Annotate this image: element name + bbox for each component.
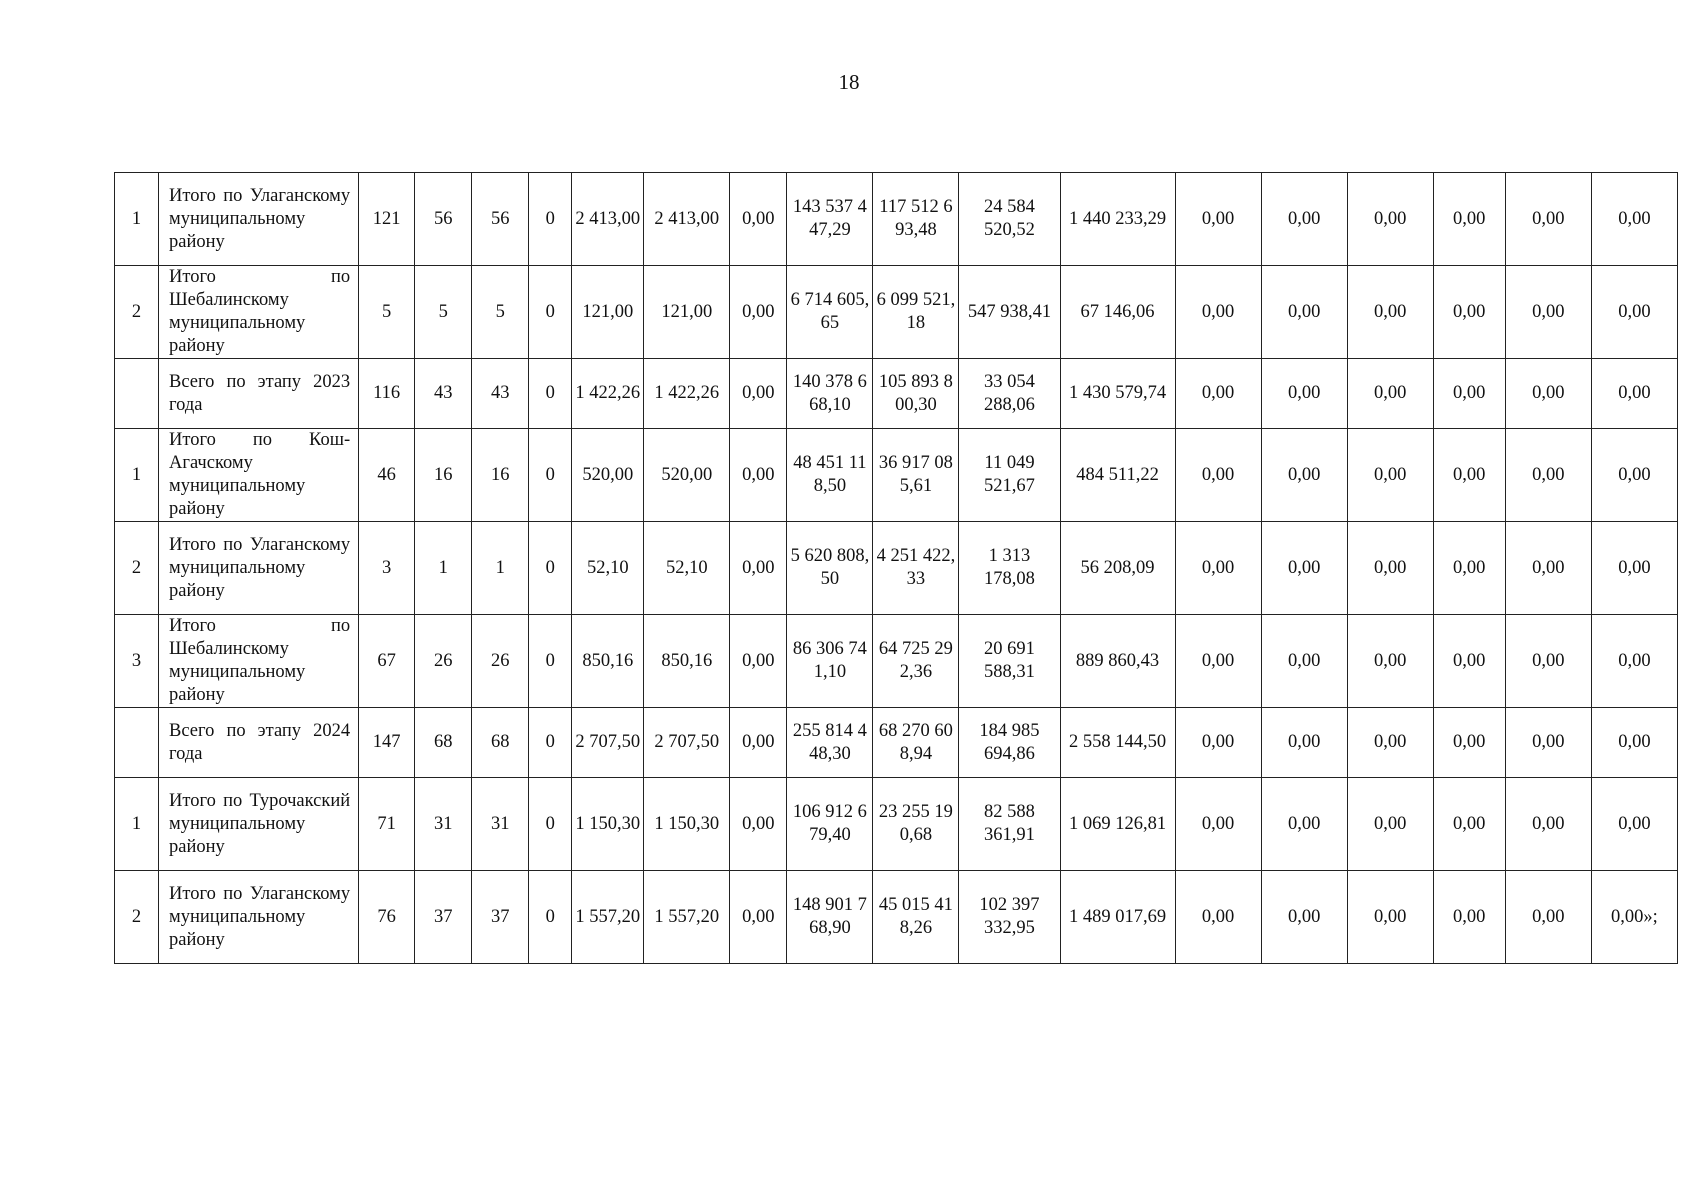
value-cell: 0,00 [1591,429,1677,522]
value-cell: 1 069 126,81 [1060,778,1175,871]
value-cell: 0,00 [730,778,787,871]
value-cell: 1 557,20 [572,871,644,964]
row-name-cell: Итого по Кош-Агачскому муниципальному району [159,429,359,522]
value-cell: 6 714 605,65 [787,266,873,359]
value-cell: 484 511,22 [1060,429,1175,522]
value-cell: 5 620 808,50 [787,522,873,615]
value-cell: 0,00 [1347,359,1433,429]
table-row [115,359,1678,429]
row-name-cell: Всего по этапу 2023 года [159,359,359,429]
value-cell: 5 [359,266,415,359]
value-cell: 0 [529,615,572,708]
value-cell: 0,00 [730,708,787,778]
value-cell: 0,00 [1261,871,1347,964]
value-cell: 0,00 [1175,871,1261,964]
value-cell: 0,00 [1433,359,1505,429]
value-cell: 147 [359,708,415,778]
value-cell: 45 015 418,26 [873,871,959,964]
value-cell: 102 397 332,95 [959,871,1060,964]
value-cell: 121 [359,173,415,266]
value-cell: 0,00 [1347,778,1433,871]
value-cell: 0,00 [1347,266,1433,359]
value-cell: 86 306 741,10 [787,615,873,708]
value-cell: 5 [472,266,529,359]
table-row [115,429,1678,522]
value-cell: 0,00 [1175,708,1261,778]
value-cell: 68 270 608,94 [873,708,959,778]
value-cell: 106 912 679,40 [787,778,873,871]
value-cell: 0,00 [1433,871,1505,964]
value-cell: 56 [415,173,472,266]
value-cell: 1 313 178,08 [959,522,1060,615]
row-number-cell: 2 [115,522,159,615]
value-cell: 68 [472,708,529,778]
row-number-cell: 2 [115,266,159,359]
value-cell: 1 489 017,69 [1060,871,1175,964]
value-cell: 0,00 [1591,778,1677,871]
value-cell: 24 584 520,52 [959,173,1060,266]
value-cell: 850,16 [644,615,730,708]
value-cell: 0,00 [1261,266,1347,359]
value-cell: 0,00 [1347,615,1433,708]
value-cell: 0,00 [1505,359,1591,429]
value-cell: 520,00 [644,429,730,522]
value-cell: 0 [529,359,572,429]
value-cell: 0,00 [1261,615,1347,708]
value-cell: 0,00 [1505,615,1591,708]
value-cell: 16 [472,429,529,522]
value-cell: 0,00 [1591,359,1677,429]
value-cell: 43 [472,359,529,429]
value-cell: 5 [415,266,472,359]
value-cell: 67 [359,615,415,708]
value-cell: 67 146,06 [1060,266,1175,359]
row-number-cell: 1 [115,173,159,266]
value-cell: 0,00 [1505,522,1591,615]
value-cell: 121,00 [644,266,730,359]
value-cell: 46 [359,429,415,522]
value-cell: 1 422,26 [572,359,644,429]
value-cell: 0,00 [1175,359,1261,429]
value-cell: 547 938,41 [959,266,1060,359]
value-cell: 0,00 [1591,708,1677,778]
value-cell: 0,00 [730,266,787,359]
value-cell: 0,00 [1591,266,1677,359]
value-cell: 48 451 118,50 [787,429,873,522]
value-cell: 0 [529,429,572,522]
value-cell: 116 [359,359,415,429]
value-cell: 0,00»; [1591,871,1677,964]
value-cell: 64 725 292,36 [873,615,959,708]
value-cell: 0,00 [1433,173,1505,266]
value-cell: 0,00 [1591,522,1677,615]
value-cell: 20 691 588,31 [959,615,1060,708]
value-cell: 52,10 [572,522,644,615]
row-number-cell [115,359,159,429]
page-number: 18 [838,70,860,94]
value-cell: 0,00 [1505,173,1591,266]
value-cell: 121,00 [572,266,644,359]
value-cell: 56 208,09 [1060,522,1175,615]
value-cell: 0,00 [1591,615,1677,708]
value-cell: 1 422,26 [644,359,730,429]
table-row [115,522,1678,615]
table-row [115,871,1678,964]
value-cell: 0,00 [1261,708,1347,778]
value-cell: 0,00 [1175,173,1261,266]
value-cell: 0 [529,173,572,266]
value-cell: 0 [529,708,572,778]
value-cell: 0,00 [730,522,787,615]
value-cell: 2 413,00 [644,173,730,266]
value-cell: 56 [472,173,529,266]
table-row [115,173,1678,266]
value-cell: 36 917 085,61 [873,429,959,522]
value-cell: 889 860,43 [1060,615,1175,708]
value-cell: 0,00 [730,359,787,429]
value-cell: 0,00 [1433,266,1505,359]
value-cell: 68 [415,708,472,778]
value-cell: 2 707,50 [572,708,644,778]
value-cell: 0 [529,871,572,964]
value-cell: 520,00 [572,429,644,522]
value-cell: 1 [415,522,472,615]
table-row [115,615,1678,708]
value-cell: 0,00 [1175,429,1261,522]
value-cell: 0,00 [1261,778,1347,871]
value-cell: 2 413,00 [572,173,644,266]
value-cell: 31 [415,778,472,871]
value-cell: 31 [472,778,529,871]
value-cell: 0,00 [1433,708,1505,778]
value-cell: 0,00 [1505,871,1591,964]
value-cell: 0,00 [730,615,787,708]
value-cell: 140 378 668,10 [787,359,873,429]
value-cell: 1 430 579,74 [1060,359,1175,429]
value-cell: 11 049 521,67 [959,429,1060,522]
value-cell: 26 [472,615,529,708]
value-cell: 117 512 693,48 [873,173,959,266]
value-cell: 0,00 [730,871,787,964]
row-number-cell: 2 [115,871,159,964]
value-cell: 23 255 190,68 [873,778,959,871]
value-cell: 82 588 361,91 [959,778,1060,871]
row-number-cell [115,708,159,778]
value-cell: 37 [472,871,529,964]
value-cell: 2 558 144,50 [1060,708,1175,778]
row-name-cell: Итого по Шебалинскому муниципальному району [159,615,359,708]
value-cell: 71 [359,778,415,871]
value-cell: 850,16 [572,615,644,708]
value-cell: 43 [415,359,472,429]
value-cell: 1 150,30 [644,778,730,871]
value-cell: 0,00 [1175,266,1261,359]
value-cell: 0,00 [1347,708,1433,778]
value-cell: 76 [359,871,415,964]
value-cell: 0,00 [1505,266,1591,359]
value-cell: 0,00 [1261,522,1347,615]
table-row [115,778,1678,871]
value-cell: 0 [529,266,572,359]
data-table [114,172,1678,964]
value-cell: 0,00 [1433,778,1505,871]
value-cell: 16 [415,429,472,522]
value-cell: 0,00 [1505,429,1591,522]
value-cell: 1 440 233,29 [1060,173,1175,266]
value-cell: 0 [529,778,572,871]
value-cell: 0,00 [1433,522,1505,615]
row-number-cell: 1 [115,778,159,871]
value-cell: 0,00 [1591,173,1677,266]
row-name-cell: Итого по Улаганскому муниципальному району [159,173,359,266]
value-cell: 1 557,20 [644,871,730,964]
value-cell: 0,00 [1347,429,1433,522]
value-cell: 1 [472,522,529,615]
row-number-cell: 1 [115,429,159,522]
value-cell: 0,00 [1505,708,1591,778]
value-cell: 33 054 288,06 [959,359,1060,429]
value-cell: 3 [359,522,415,615]
value-cell: 184 985 694,86 [959,708,1060,778]
value-cell: 6 099 521,18 [873,266,959,359]
value-cell: 105 893 800,30 [873,359,959,429]
row-name-cell: Всего по этапу 2024 года [159,708,359,778]
value-cell: 0,00 [730,429,787,522]
value-cell: 26 [415,615,472,708]
value-cell: 0,00 [1175,615,1261,708]
row-name-cell: Итого по Шебалинскому муниципальному району [159,266,359,359]
value-cell: 0,00 [1261,173,1347,266]
value-cell: 2 707,50 [644,708,730,778]
value-cell: 52,10 [644,522,730,615]
value-cell: 0,00 [1347,522,1433,615]
value-cell: 148 901 768,90 [787,871,873,964]
value-cell: 0,00 [1347,871,1433,964]
value-cell: 0,00 [1261,429,1347,522]
value-cell: 0,00 [1505,778,1591,871]
value-cell: 0 [529,522,572,615]
row-name-cell: Итого по Улаганскому муниципальному району [159,522,359,615]
value-cell: 37 [415,871,472,964]
value-cell: 0,00 [1347,173,1433,266]
value-cell: 0,00 [730,173,787,266]
value-cell: 0,00 [1175,778,1261,871]
value-cell: 0,00 [1433,429,1505,522]
value-cell: 0,00 [1261,359,1347,429]
value-cell: 1 150,30 [572,778,644,871]
value-cell: 255 814 448,30 [787,708,873,778]
table-row [115,266,1678,359]
row-name-cell: Итого по Турочакский муниципальному району [159,778,359,871]
table-row [115,708,1678,778]
value-cell: 4 251 422,33 [873,522,959,615]
value-cell: 143 537 447,29 [787,173,873,266]
value-cell: 0,00 [1433,615,1505,708]
row-number-cell: 3 [115,615,159,708]
value-cell: 0,00 [1175,522,1261,615]
row-name-cell: Итого по Улаганскому муниципальному району [159,871,359,964]
